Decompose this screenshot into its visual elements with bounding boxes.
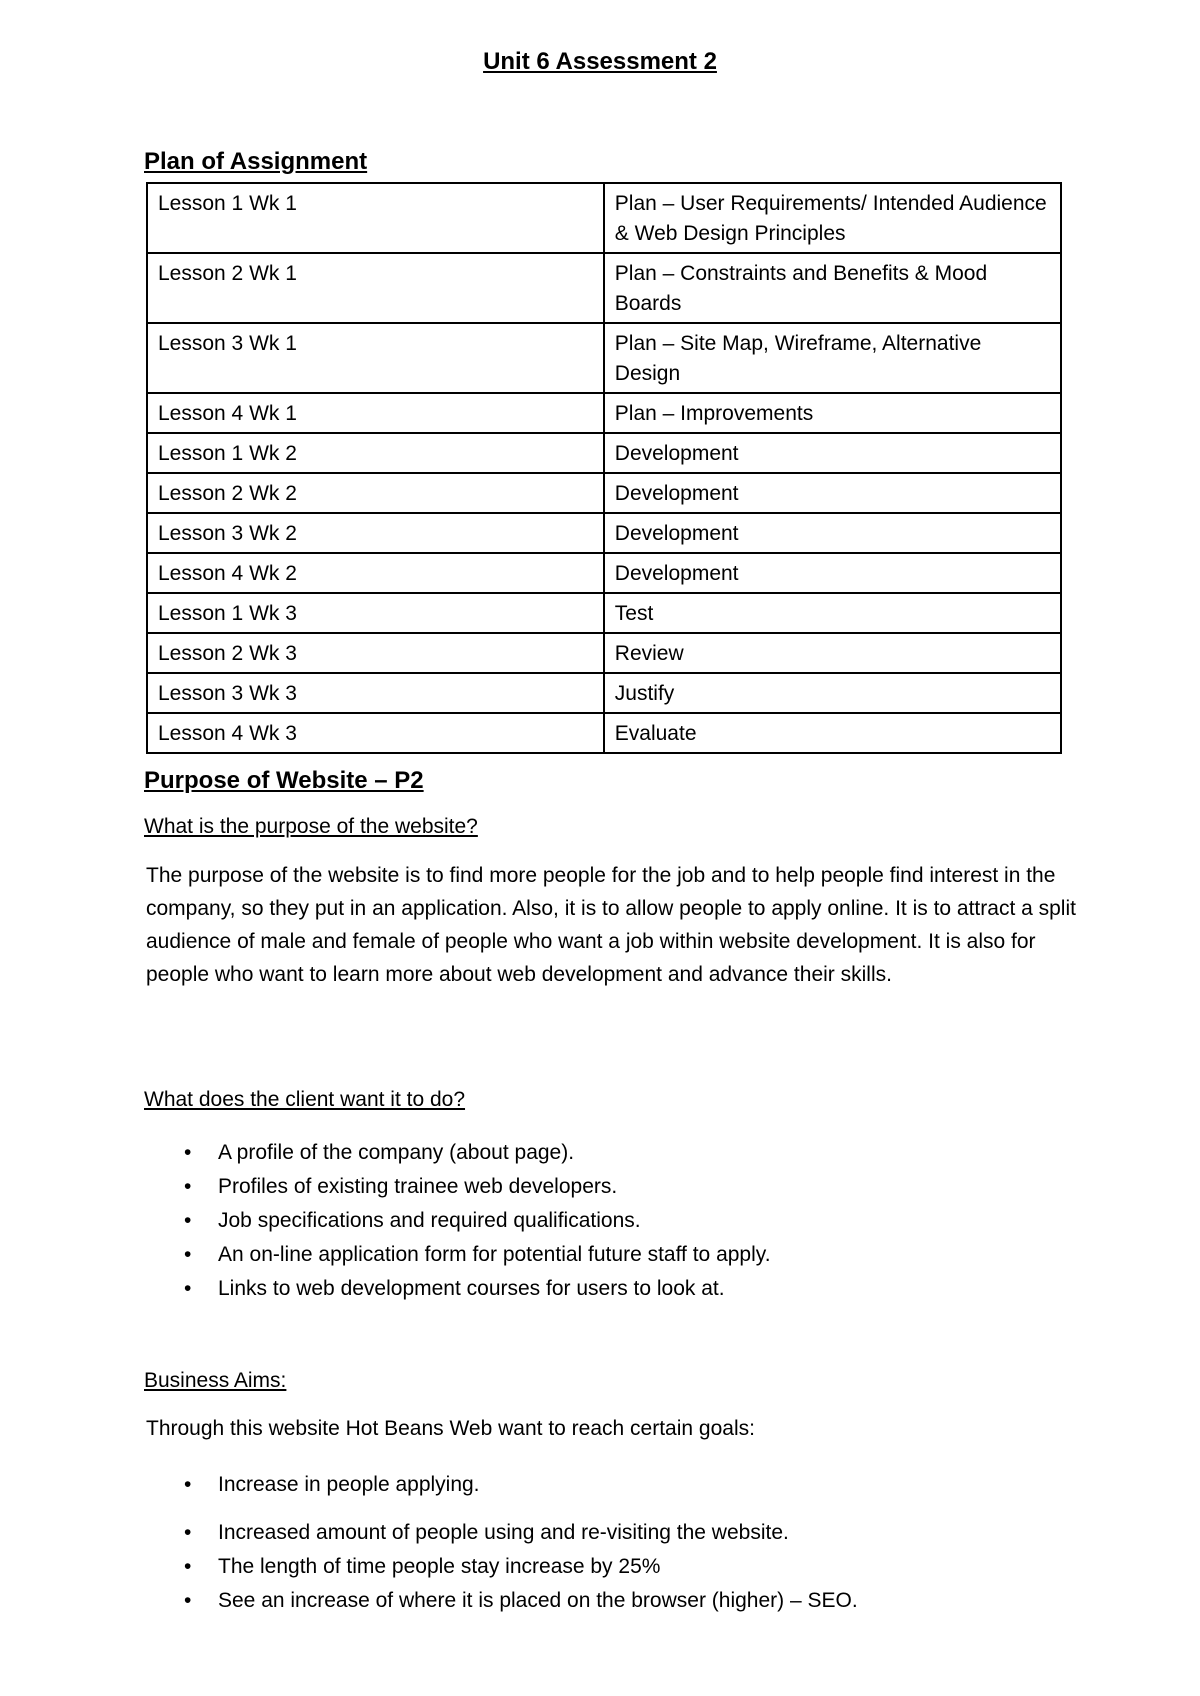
lesson-cell: Lesson 2 Wk 2 <box>147 473 604 513</box>
table-row <box>147 323 1061 393</box>
business-aims-list <box>0 1468 858 1618</box>
bullet-icon: • <box>184 1141 192 1164</box>
table-row <box>147 183 1061 253</box>
list-item <box>0 1516 858 1550</box>
bullet-icon: • <box>184 1521 192 1544</box>
lesson-cell: Lesson 2 Wk 3 <box>147 633 604 673</box>
table-row <box>147 253 1061 323</box>
bullet-icon: • <box>184 1555 192 1578</box>
bullet-icon: • <box>184 1243 192 1266</box>
activity-cell: Plan – Improvements <box>604 393 1061 433</box>
activity-cell: Justify <box>604 673 1061 713</box>
activity-cell: Test <box>604 593 1061 633</box>
list-item-text: Increased amount of people using and re-visiting the website. <box>218 1521 789 1544</box>
purpose-answer: The purpose of the website is to find more people for the job and to help people find interest in the company, so they put in an application. Also, it is to allow people to apply online. It is to attract a split audience of male and female of people who want a job within website development. It is also for people who want to learn more about web development and advance their skills. <box>146 864 1076 986</box>
activity-cell: Development <box>604 553 1061 593</box>
activity-cell: Plan – Site Map, Wireframe, Alternative Design <box>604 323 1061 393</box>
purpose-question: What is the purpose of the website? <box>144 815 478 838</box>
list-item-text: A profile of the company (about page). <box>218 1141 575 1164</box>
activity-cell: Development <box>604 513 1061 553</box>
list-item-text: An on-line application form for potential future staff to apply. <box>218 1243 771 1266</box>
list-item <box>0 1468 858 1516</box>
table-row <box>147 593 1061 633</box>
business-aims-intro: Through this website Hot Beans Web want to reach certain goals: <box>146 1417 755 1440</box>
list-item <box>0 1272 771 1306</box>
table-row <box>147 433 1061 473</box>
list-item <box>0 1238 771 1272</box>
lesson-cell: Lesson 4 Wk 2 <box>147 553 604 593</box>
table-row <box>147 553 1061 593</box>
bullet-icon: • <box>184 1175 192 1198</box>
business-aims-heading: Business Aims: <box>144 1369 287 1392</box>
client-requirements-list <box>0 1136 771 1306</box>
activity-cell: Development <box>604 433 1061 473</box>
client-question: What does the client want it to do? <box>144 1088 466 1111</box>
bullet-icon: • <box>184 1277 192 1300</box>
list-item-text: Job specifications and required qualifications. <box>218 1209 641 1232</box>
list-item-text: See an increase of where it is placed on the browser (higher) – SEO. <box>218 1589 858 1612</box>
table-row <box>147 713 1061 753</box>
purpose-heading: Purpose of Website – P2 <box>144 767 424 794</box>
activity-cell: Development <box>604 473 1061 513</box>
bullet-icon: • <box>184 1473 192 1496</box>
table-row <box>147 633 1061 673</box>
lesson-cell: Lesson 3 Wk 3 <box>147 673 604 713</box>
bullet-icon: • <box>184 1209 192 1232</box>
lesson-cell: Lesson 1 Wk 3 <box>147 593 604 633</box>
activity-cell: Plan – Constraints and Benefits & Mood Boards <box>604 253 1061 323</box>
list-item-text: Increase in people applying. <box>218 1473 480 1496</box>
lesson-cell: Lesson 2 Wk 1 <box>147 253 604 323</box>
list-item-text: The length of time people stay increase by 25% <box>218 1555 661 1578</box>
list-item <box>0 1204 771 1238</box>
table-row <box>147 473 1061 513</box>
list-item <box>0 1136 771 1170</box>
list-item <box>0 1584 858 1618</box>
lesson-cell: Lesson 4 Wk 3 <box>147 713 604 753</box>
list-item <box>0 1170 771 1204</box>
lesson-cell: Lesson 3 Wk 1 <box>147 323 604 393</box>
activity-cell: Review <box>604 633 1061 673</box>
list-item <box>0 1550 858 1584</box>
table-row <box>147 673 1061 713</box>
lesson-cell: Lesson 4 Wk 1 <box>147 393 604 433</box>
lesson-cell: Lesson 1 Wk 2 <box>147 433 604 473</box>
table-row <box>147 513 1061 553</box>
bullet-icon: • <box>184 1589 192 1612</box>
activity-cell: Plan – User Requirements/ Intended Audience & Web Design Principles <box>604 183 1061 253</box>
activity-cell: Evaluate <box>604 713 1061 753</box>
lesson-cell: Lesson 1 Wk 1 <box>147 183 604 253</box>
list-item-text: Links to web development courses for users to look at. <box>218 1277 725 1300</box>
table-row <box>147 393 1061 433</box>
document-title: Unit 6 Assessment 2 <box>483 48 717 75</box>
plan-heading: Plan of Assignment <box>144 148 368 175</box>
lesson-cell: Lesson 3 Wk 2 <box>147 513 604 553</box>
list-item-text: Profiles of existing trainee web developers. <box>218 1175 618 1198</box>
plan-table <box>146 182 1062 754</box>
